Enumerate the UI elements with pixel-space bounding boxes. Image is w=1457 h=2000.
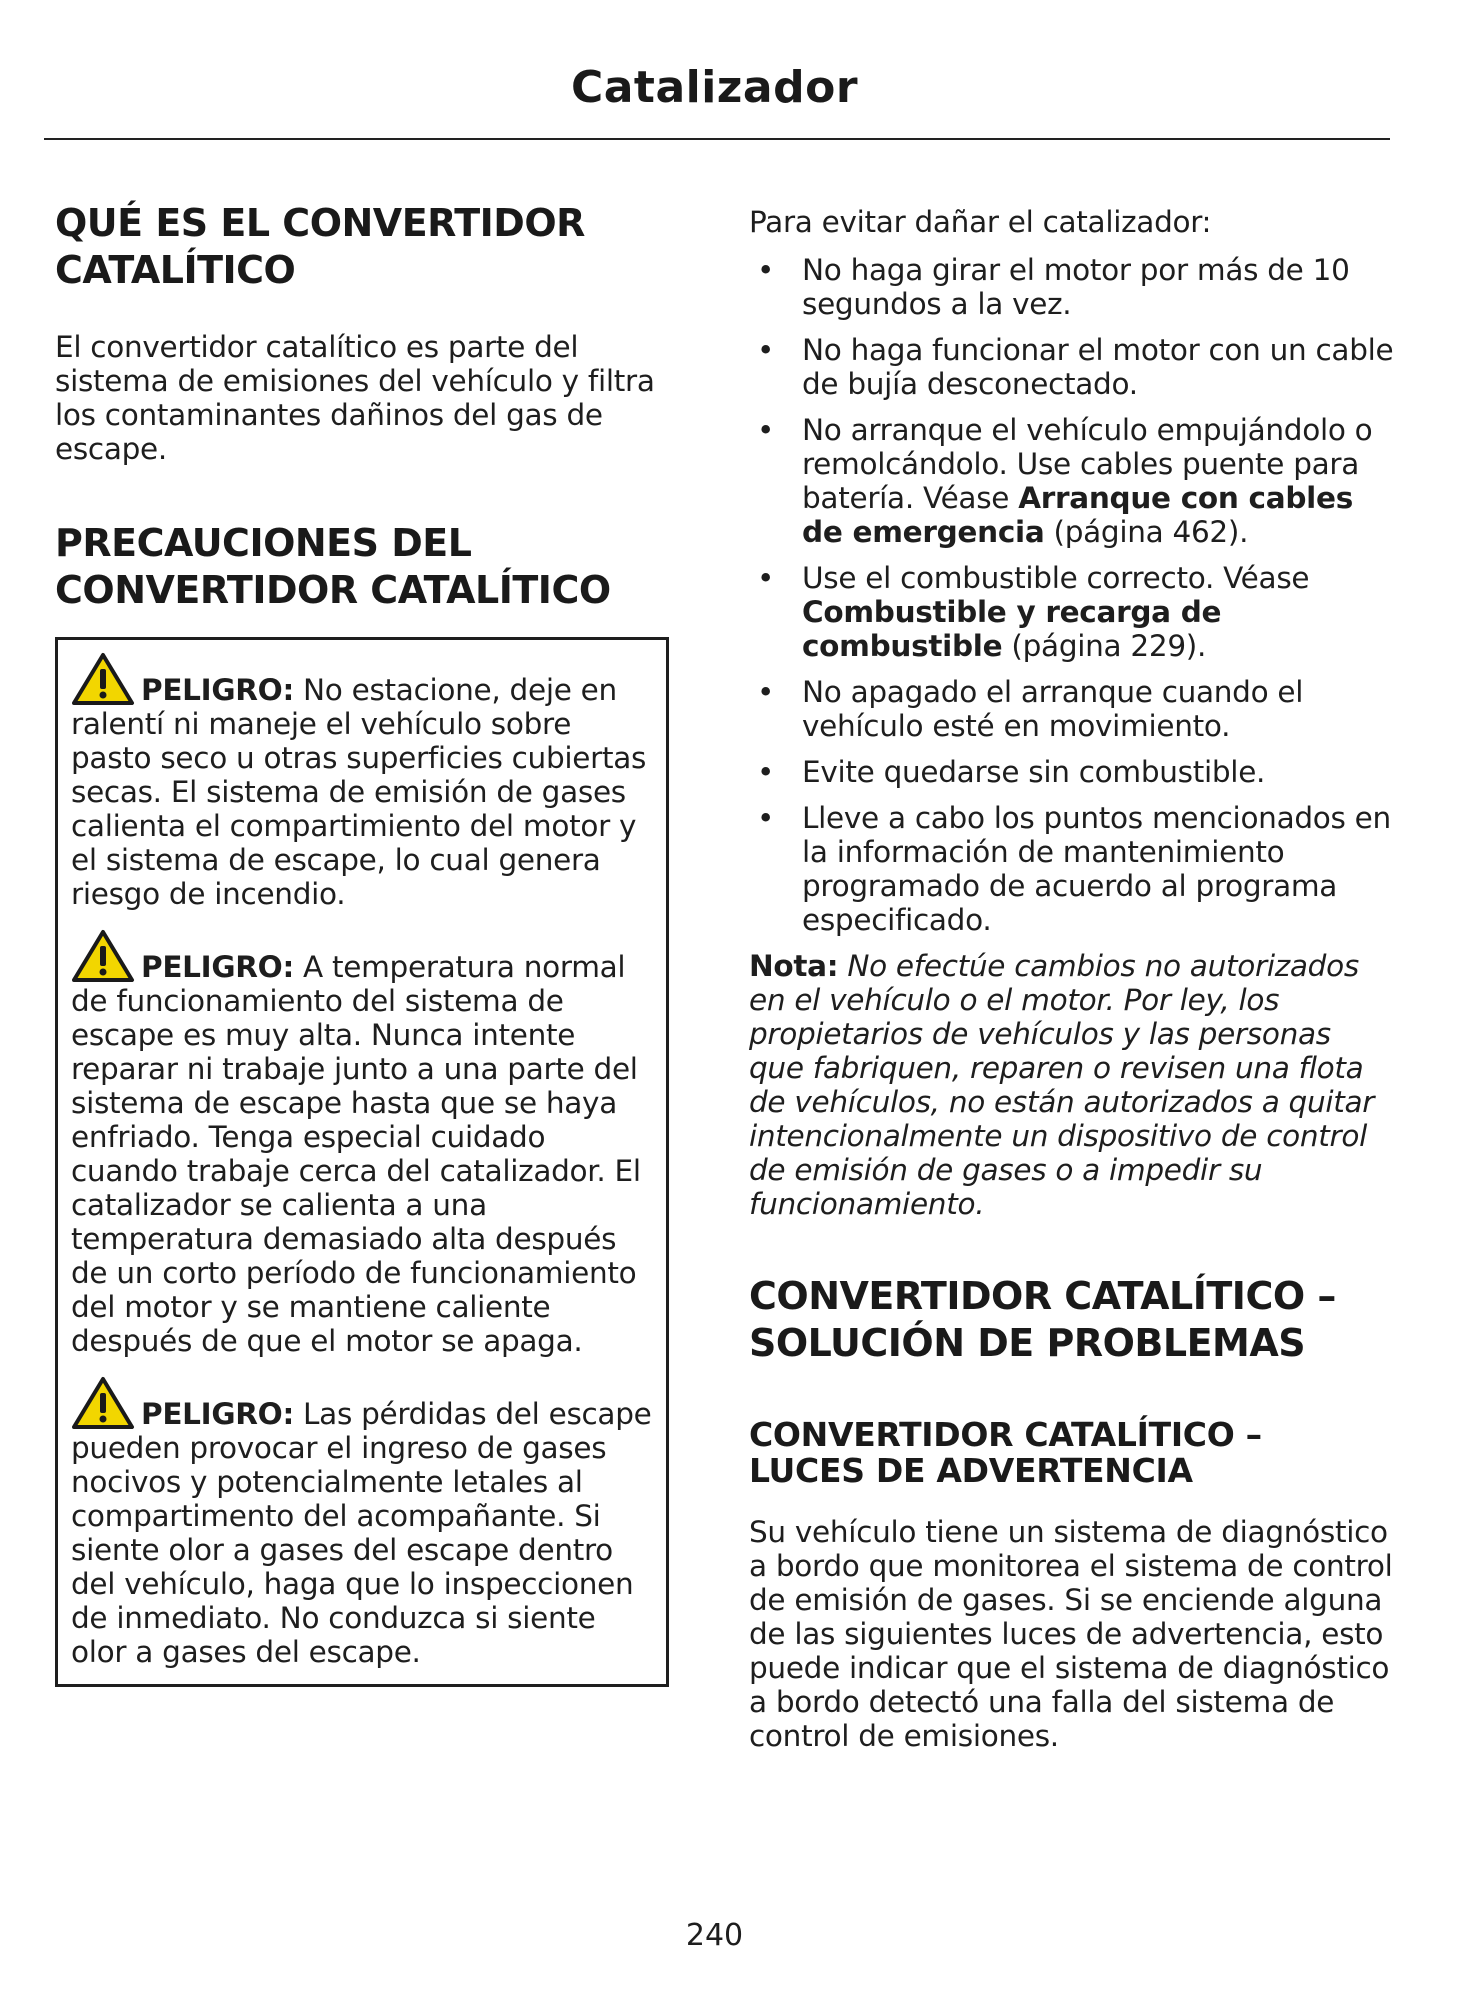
page-number: 240 xyxy=(685,1918,744,1953)
title-divider xyxy=(44,138,1390,140)
bullet-icon: • xyxy=(757,755,775,789)
danger-text: No estacione, deje en ralentí ni maneje el vehículo sobre pasto seco u otras superficies cubiertas secas. El sistema de emisión de gases calienta el compartimiento del motor y el sistema de escape, lo cual genera riesgo de incendio. xyxy=(71,673,647,911)
note-text: No efectúe cambios no autorizados en el vehículo o el motor. Por ley, los propietarios de vehículos y las personas que fabriquen, reparen o revisen una flota de vehículos, no están autorizados a quitar intencionalmente un dispositivo de control de emisión de gases o a impedir su funcionamiento. xyxy=(749,949,1375,1221)
page-title: Catalizador xyxy=(570,62,859,113)
section-heading-precautions xyxy=(55,520,675,614)
heading-line: SOLUCIÓN DE PROBLEMAS xyxy=(749,1321,1306,1365)
bullet-icon: • xyxy=(757,413,775,447)
heading-line: CONVERTIDOR CATALÍTICO – xyxy=(749,1274,1336,1318)
warning-triangle-icon xyxy=(71,652,135,706)
list-item xyxy=(749,801,1394,937)
list-item xyxy=(749,333,1394,401)
heading-line: PRECAUCIONES DEL xyxy=(55,521,472,565)
list-item xyxy=(749,561,1394,663)
danger-label: PELIGRO: xyxy=(141,673,294,707)
bullet-icon: • xyxy=(757,253,775,287)
right-column xyxy=(749,205,1394,1753)
list-item xyxy=(749,253,1394,321)
heading-line: CONVERTIDOR CATALÍTICO – xyxy=(749,1415,1262,1454)
section-body-warning-lights: Su vehículo tiene un sistema de diagnóstico a bordo que monitorea el sistema de control de emisión de gases. Si se enciende alguna de las siguientes luces de advertencia, esto puede indicar que el sistema de diagnóstico a bordo detectó una falla del sistema de control de emisiones. xyxy=(749,1515,1393,1753)
heading-line: QUÉ ES EL CONVERTIDOR xyxy=(55,201,585,245)
list-item xyxy=(749,413,1394,549)
cross-reference-link[interactable]: Combustible y recarga de combustible xyxy=(802,595,1222,663)
list-item-text: Evite quedarse sin combustible. xyxy=(802,755,1266,789)
bullet-icon: • xyxy=(757,801,775,835)
left-column xyxy=(55,200,675,614)
list-item-text: Use el combustible correcto. Véase xyxy=(802,561,1310,595)
cross-reference-link[interactable]: Arranque con cables de emergencia xyxy=(802,481,1353,549)
prevention-list xyxy=(749,253,1394,937)
danger-label: PELIGRO: xyxy=(141,1397,294,1431)
bullet-icon: • xyxy=(757,333,775,367)
list-item xyxy=(749,675,1394,743)
heading-line: CONVERTIDOR CATALÍTICO xyxy=(55,568,611,612)
list-item-text: Lleve a cabo los puntos mencionados en la información de mantenimiento programado de acuerdo al programa especificado. xyxy=(802,801,1391,937)
bullet-icon: • xyxy=(757,561,775,595)
warning-triangle-icon xyxy=(71,929,135,983)
page-reference: (página 462). xyxy=(1044,515,1249,549)
note-label: Nota: xyxy=(749,949,839,983)
prevention-intro: Para evitar dañar el catalizador: xyxy=(749,205,1212,239)
list-item-text: No apagado el arranque cuando el vehículo esté en movimiento. xyxy=(802,675,1304,743)
section-heading-troubleshooting xyxy=(749,1273,1394,1367)
danger-text: Las pérdidas del escape pueden provocar el ingreso de gases nocivos y potencialmente letales al compartimento del acompañante. Si siente olor a gases del escape dentro del vehículo, haga que lo inspeccionen de inmediato. No conduzca si siente olor a gases del escape. xyxy=(71,1397,652,1669)
list-item-text: No haga girar el motor por más de 10 segundos a la vez. xyxy=(802,253,1350,321)
bullet-icon: • xyxy=(757,675,775,709)
danger-warning-3 xyxy=(71,1376,653,1669)
page-reference: (página 229). xyxy=(1002,629,1207,663)
list-item xyxy=(749,755,1394,789)
list-item-text: No haga funcionar el motor con un cable de bujía desconectado. xyxy=(802,333,1394,401)
section-body-what-is: El convertidor catalítico es parte del sistema de emisiones del vehículo y filtra los contaminantes dañinos del gas de escape. xyxy=(55,330,655,466)
heading-line: LUCES DE ADVERTENCIA xyxy=(749,1451,1193,1490)
section-heading-what-is xyxy=(55,200,675,294)
danger-label: PELIGRO: xyxy=(141,950,294,984)
danger-warning-1 xyxy=(71,652,653,911)
heading-line: CATALÍTICO xyxy=(55,248,296,292)
section-heading-warning-lights xyxy=(749,1417,1394,1489)
note-paragraph xyxy=(749,949,1394,1221)
danger-warning-2 xyxy=(71,929,653,1358)
danger-warning-box xyxy=(55,637,669,1687)
list-item-text: No arranque el vehículo empujándolo o remolcándolo. Use cables puente para batería. Véase xyxy=(802,413,1373,515)
danger-text: A temperatura normal de funcionamiento del sistema de escape es muy alta. Nunca intente reparar ni trabaje junto a una parte del sistema de escape hasta que se haya enfriado. Tenga especial cuidado cuando trabaje cerca del catalizador. El catalizador se calienta a una temperatura demasiado alta después de un corto período de funcionamiento del motor y se mantiene caliente después de que el motor se apaga. xyxy=(71,950,641,1358)
warning-triangle-icon xyxy=(71,1376,135,1430)
